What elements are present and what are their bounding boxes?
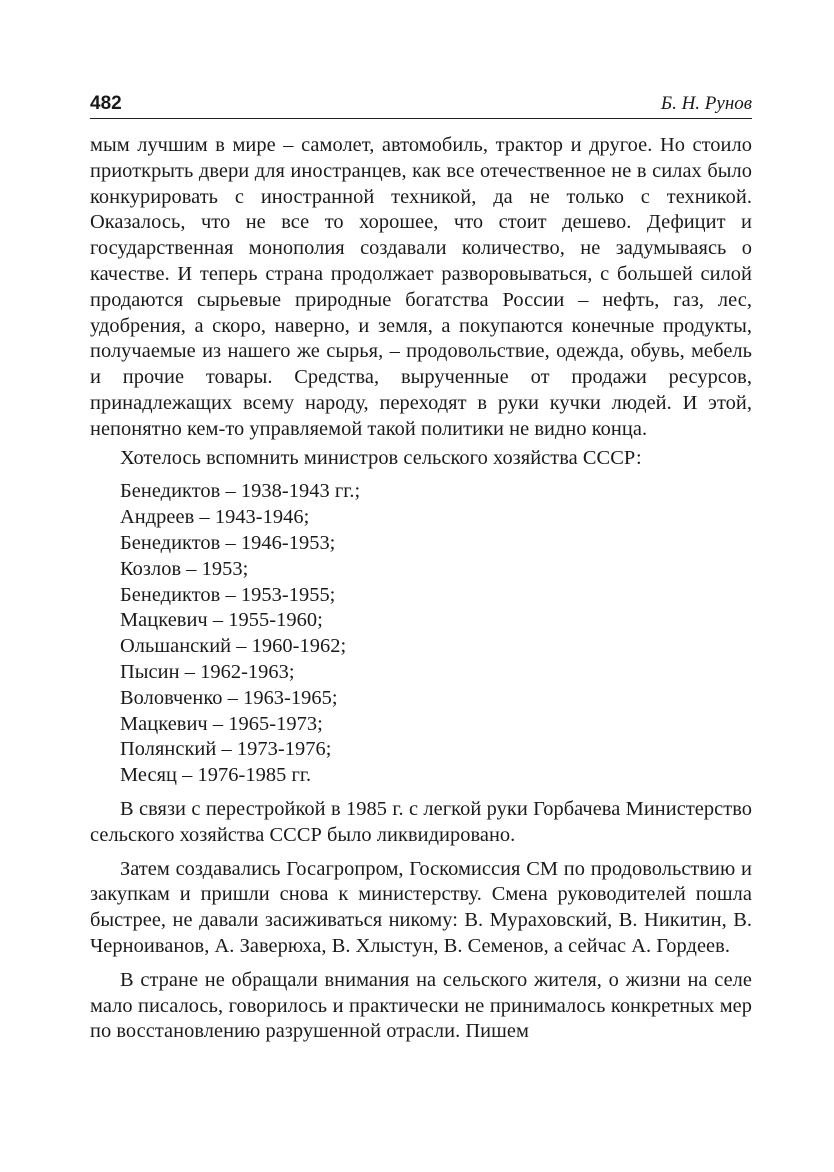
paragraph-continuation: мым лучшим в мире – самолет, автомобиль, трактор и другое. Но стоило приоткрыть двери для иностранцев, как все отечественное не в силах было конкурировать с иностранной техникой, да не только с техникой. Оказалось, что не все то хорошее, что стоит дешево. Дефицит и государственная монополия создавали количество, не задумываясь о качестве. И теперь страна продолжает разворовываться, с большей силой продаются сырьевые природные богатства России – нефть, газ, лес, удобрения, а скоро, наверно, и земля, а покупаются конечные продукты, получаемые из нашего же сырья, – продовольствие, одежда, обувь, мебель и прочие товары. Средства, вырученные от продажи ресурсов, принадлежащих всему народу, переходят в руки кучки людей. И этой, непонятно кем-то управляемой такой политики не видно конца. [90,134,752,440]
running-header [90,88,752,119]
paragraph-perestroika: В связи с перестройкой в 1985 г. с легкой руки Горбачева Министерство сельского хозяйства СССР было ликвидировано. [90,797,752,846]
list-item: Козлов – 1953; [120,557,249,580]
paragraph-agroprom: Затем создавались Госагропром, Госкомиссия СМ по продовольствию и закупкам и пришли снова к министерству. Смена руководителей пошла быстрее, не давали засиживаться никому: В. Мураховский, В. Никитин, В. Черноиванов, А. Заверюха, В. Хлыстун, В. Семенов, а сейчас А. Гордеев. [90,857,752,957]
list-item: Месяц – 1976-1985 гг. [120,764,312,787]
list-item: Мацкевич – 1965-1973; [120,712,323,735]
ministers-list [90,479,752,789]
book-page [90,88,752,1045]
list-item: Бенедиктов – 1938-1943 гг.; [120,480,361,503]
list-item: Воловченко – 1963-1965; [120,686,338,709]
list-item: Бенедиктов – 1953-1955; [120,583,336,606]
list-item: Ольшанский – 1960-1962; [120,635,347,658]
list-item: Пысин – 1962-1963; [120,660,295,683]
paragraph-village: В стране не обращали внимания на сельского жителя, о жизни на селе мало писалось, говорилось и практически не принималось конкретных мер по восстановлению разрушенной отрасли. Пишем [90,968,752,1043]
list-item: Мацкевич – 1955-1960; [120,609,323,632]
paragraph-ministers-intro: Хотелось вспомнить министров сельского хозяйства СССР: [120,446,642,469]
list-item: Полянский – 1973-1976; [120,738,332,761]
page-number: 482 [90,93,122,114]
page-body [90,133,752,1045]
running-head-author: Б. Н. Рунов [660,93,752,114]
list-item: Андреев – 1943-1946; [120,506,310,529]
list-item: Бенедиктов – 1946-1953; [120,531,336,554]
